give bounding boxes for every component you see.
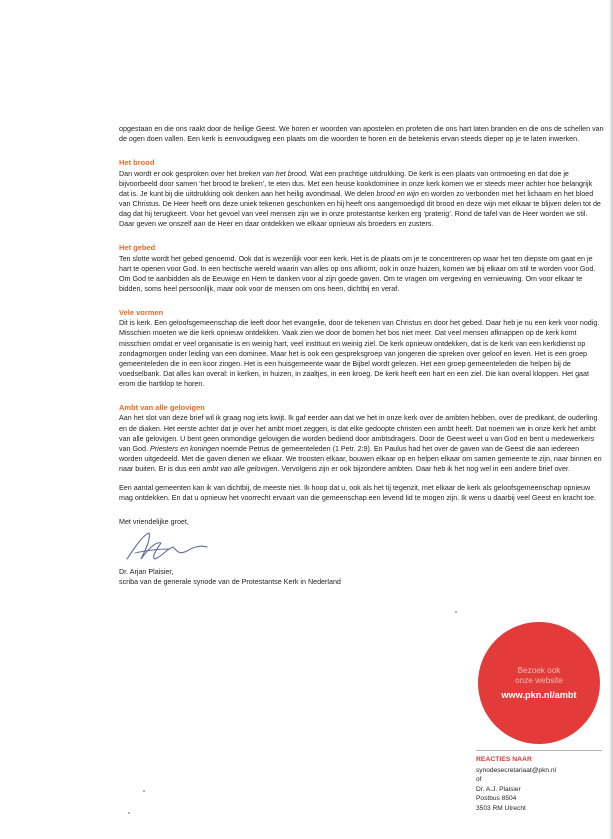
brood-emphasis-2: brood en wijn — [376, 189, 419, 198]
website-promo-badge[interactable] — [478, 622, 600, 744]
intro-paragraph: opgestaan en die ons raakt door de heilige Geest. We horen er woorden van apostelen en profeten die ons hart laten branden en die ons de schellen van de ogen doen vallen. Een kerk is eenvoudigweg een plaats om die woorden te horen en de betekenis ervan steeds dieper op je te laten inwerken. — [119, 125, 604, 144]
ambt-text-1: Aan het slot van deze brief wil ik graag nog iets kwijt. Ik gaf eerder aan dat we het in onze kerk over de ambten hebben, over de predikant, de ouderling en de diaken. Het eerste achter dat je over het ambt moet zeggen, is dat elke gedoopte christen een ambt heeft. Dat noemen we in onze kerk het ambt van alle gelovigen. U bent geen onmondige gelovigen die worden bediend door ambtsdragers. Door de Geest weet u van God en bent u medewerkers van God. — [119, 414, 598, 453]
signature — [119, 527, 604, 567]
ambt-paragraph — [119, 413, 604, 474]
greeting: Met vriendelijke groet, — [119, 518, 189, 527]
gebed-paragraph: Ten slotte wordt het gebed genoemd. Ook dat is wezenlijk voor een kerk. Het is de plaats om je te concentreren op waar het ten diepste om gaat en je hart te openen voor God. In een hectische wereld waarin van alles op ons afkomt, ook in onze huizen, komen we bij elkaar om stil te worden voor God. Om God te aanbidden als de Eeuwige en Hem te danken voor al zijn goede gaven. Om te vragen om vergeving en vernieuwing. Om voor elkaar te bidden, soms heel persoonlijk, maar ook voor de mensen om ons heen, dichtbij en veraf. — [119, 254, 596, 293]
reactions-postbus: Postbus 8504 — [476, 795, 517, 803]
promo-line-2: onze website — [515, 675, 563, 685]
brood-text-1: Dan wordt er ook gesproken over het — [119, 169, 239, 178]
heading-het-gebed: Het gebed — [119, 243, 156, 253]
reactions-box — [476, 750, 602, 814]
promo-line-1: Bezoek ook — [517, 665, 561, 675]
scan-edge-shadow — [609, 0, 613, 839]
reactions-email[interactable]: synodesecretariaat@pkn.nl — [476, 766, 557, 774]
reactions-name: Dr. A.J. Plaisier — [476, 785, 521, 793]
reactions-or: of — [476, 776, 482, 784]
handwritten-signature — [121, 529, 231, 565]
promo-website-link[interactable]: www.pkn.nl/ambt — [501, 689, 577, 700]
scan-speck — [455, 611, 457, 613]
letter-body — [119, 124, 604, 587]
closing-paragraph: Een aantal gemeenten kan ik van dichtbij, de meeste niet. Ik hoop dat u, ook als het tij tegenzit, met elkaar de kerk als geloofsgemeenschap opnieuw mag ontdekken. En dat u opnieuw het voorrecht ervaart van die gemeenschap een levend lid te mogen zijn. Ik wens u daarbij veel Geest en kracht toe. — [119, 483, 597, 503]
ambt-emphasis-2: ambt van alle gelovigen — [202, 464, 278, 473]
brood-emphasis-1: breken van het brood. — [238, 169, 308, 178]
signer-name: Dr. Arjan Plaisier, — [119, 568, 174, 577]
brood-text-2: Wat een prachtige uitdrukking. De kerk is een plaats van ontmoeting en dat doe je bijvoorbeeld door samen ‘het brood te breken’, te eten dus. Met een heuse kookdominee in onze kerk komen we er steeds meer achter hoe belangrijk dat is. Je kunt bij die uitdrukking ook denken aan het heilig avondmaal. We delen — [119, 169, 593, 198]
reactions-title: REACTIES NAAR — [476, 756, 532, 763]
scan-speck — [128, 812, 130, 814]
ambt-text-2: noemde Petrus de gemeenteleden (1 Petr. 2:9). En Paulus had het over de gaven van de Geest die aan iedereen worden uitgedeeld. Met die gaven dienen we elkaar. We troosten elkaar, bouwen elkaar op en helpen elkaar om samen gemeente te zijn, naar binnen en naar buiten. Er is dus een — [119, 444, 602, 473]
heading-ambt-van-alle-gelovigen: Ambt van alle gelovigen — [119, 403, 205, 412]
heading-het-brood: Het brood — [119, 158, 155, 168]
ambt-text-3: . Vervolgens zijn er ook bijzondere ambten. Daar heb ik het nog wel in een andere brief over. — [277, 464, 570, 473]
vormen-paragraph: Dit is kerk. Een geloofsgemeenschap die leeft door het evangelie, door de tekenen van Christus en door het gebed. Daar heb je nu een kerk voor nodig. Misschien moeten we die kerk opnieuw ontdekken. Vaak zien we door de bomen het bos niet meer. Dat veel mensen afknappen op de kerk komt misschien omdat er veel organisatie is en weinig hart, veel instituut en weinig ziel. De kerk opnieuw ontdekken, dat is de kerk van een kerkdienst op zondagmorgen onder leiding van een dominee. Maar het is ook een gespreksgroep van jongeren die spreken over geloof en leven. Het is een groep gemeenteleden die in een koor zingen. Het is een huisgemeente waar de Bijbel wordt gelezen. Het een groep gemeenteleden die helpen bij de voedselbank. Dat alles kan overal: in kerken, in huizen, in zaaltjes, in een kroeg. De kerk heeft een hart en een ziel. Die kan overal kloppen. Het gaat erom die hartklop te horen. — [119, 319, 600, 388]
heading-vele-vormen: Vele vormen — [119, 307, 164, 317]
brood-paragraph — [119, 169, 604, 230]
signer-role: scriba van de generale synode van de Protestantse Kerk in Nederland — [119, 578, 341, 587]
brood-text-3: en worden zo verbonden met het lichaam en het bloed van Christus. De Heer heeft ons deze uniek tekenen geschonken en hij heeft ons aangemoedigd dit brood en deze wijn met elkaar te blijven delen tot de dag dat hij terugkeert. Voor het gevoel van veel mensen zijn we in onze protestantse kerken erg ‘praterig’. Rond de tafel van de Heer worden we stil. Daar geven we onszelf aan de Heer en daar ontdekken we elkaar opnieuw als broeders en zusters. — [119, 189, 601, 229]
scan-speck — [143, 790, 145, 792]
ambt-emphasis-1: Priesters en koningen — [149, 444, 220, 453]
reactions-city: 3503 RM Utrecht — [476, 804, 526, 812]
